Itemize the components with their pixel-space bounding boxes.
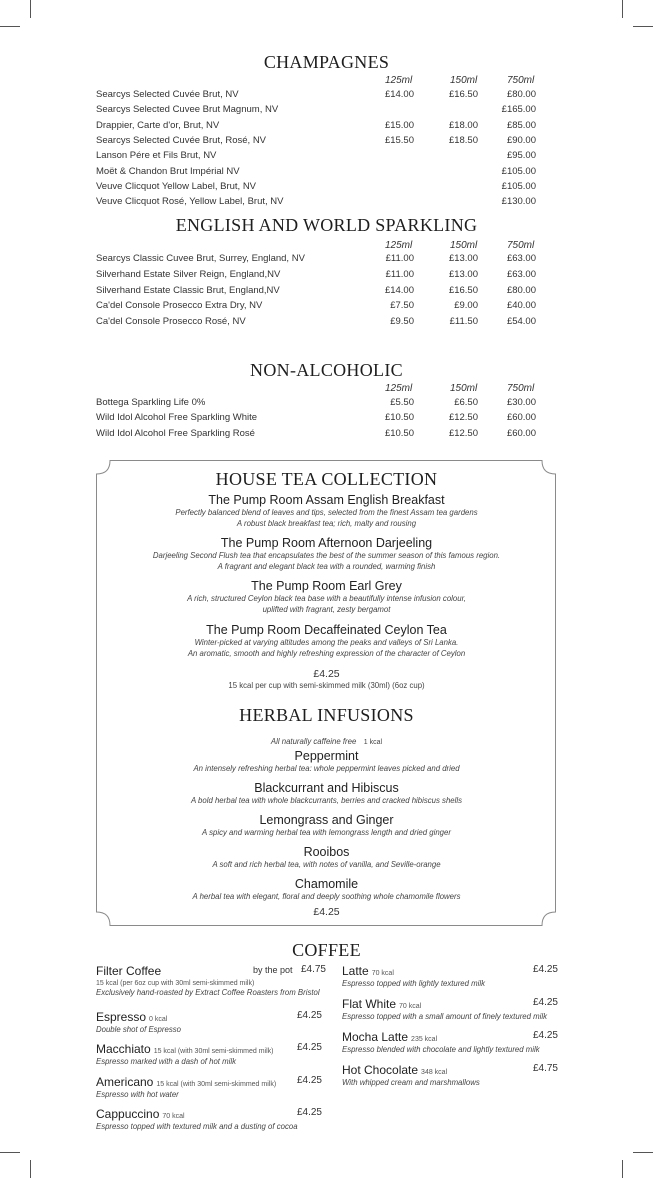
menu-row-name: Veuve Clicquot Rosé, Yellow Label, Brut, NV	[96, 196, 284, 208]
coffee-item-price: £4.25	[296, 1075, 322, 1086]
tea-item	[0, 623, 653, 659]
menu-row-price-150ml: £12.50	[448, 412, 478, 424]
coffee-pot-label: by the pot	[253, 965, 293, 975]
menu-row-price-750ml: £90.00	[506, 134, 536, 146]
menu-row-price-150ml: £9.00	[454, 300, 478, 312]
menu-row-price-125ml: £14.00	[384, 284, 414, 296]
herbal-subtitle	[0, 731, 653, 749]
menu-row-price-750ml: £105.00	[501, 180, 536, 192]
tea-price: £4.25	[313, 668, 340, 680]
menu-row-name: Silverhand Estate Silver Reign, England,NV	[96, 268, 281, 280]
menu-row-name: Lanson Pére et Fils Brut, NV	[96, 150, 217, 162]
menu-row	[96, 181, 541, 196]
menu-row-price-750ml: £95.00	[506, 150, 536, 162]
menu-row	[96, 397, 541, 412]
menu-row-name: Veuve Clicquot Yellow Label, Brut, NV	[96, 180, 257, 192]
menu-row-price-125ml: £14.00	[384, 89, 414, 100]
menu-row-price-750ml: £80.00	[506, 89, 536, 100]
menu-row-price-150ml: £16.50	[448, 284, 478, 296]
menu-row-price-125ml: £11.00	[385, 268, 414, 280]
menu-row-price-750ml: £54.00	[506, 316, 536, 328]
coffee-item-desc: Espresso marked with a dash of hot milk	[96, 1057, 236, 1066]
coffee-item	[96, 1107, 326, 1132]
menu-row-price-750ml: £165.00	[501, 104, 536, 116]
herbal-item-name: Peppermint	[294, 749, 359, 763]
coffee-item-desc: Espresso topped with a small amount of finely textured milk	[342, 1012, 547, 1021]
volume-125-header: 125ml	[385, 240, 413, 251]
herbal-item-desc: A bold herbal tea with whole blackcurrants, berries and cracked hibiscus shells	[190, 796, 462, 805]
crop-mark	[0, 26, 20, 27]
crop-mark	[0, 1152, 20, 1153]
coffee-item-desc: Double shot of Espresso	[96, 1025, 181, 1034]
menu-row	[96, 253, 541, 268]
menu-row-price-750ml: £63.00	[506, 268, 536, 280]
menu-row-price-750ml: £63.00	[506, 253, 536, 264]
menu-row-name: Searcys Classic Cuvee Brut, Surrey, England, NV	[96, 253, 305, 264]
herbal-item-name: Lemongrass and Ginger	[259, 813, 394, 827]
volume-150-header: 150ml	[450, 240, 478, 251]
menu-row-price-750ml: £40.00	[506, 300, 536, 312]
coffee-item-name: Hot Chocolate	[342, 1063, 419, 1077]
menu-row	[96, 300, 541, 315]
tea-kcal-note: 15 kcal per cup with semi-skimmed milk (30ml) (6oz cup)	[228, 681, 425, 690]
herbal-item	[0, 877, 653, 902]
coffee-item-desc: Espresso with hot water	[96, 1090, 179, 1099]
coffee-item-kcal: 70 kcal	[399, 1003, 422, 1010]
tea-item	[0, 536, 653, 572]
coffee-item-price: £4.75	[300, 964, 326, 975]
menu-row-name: Searcys Selected Cuvee Brut Magnum, NV	[96, 104, 279, 116]
tea-item-desc: Darjeeling Second Flush tea that encapsulates the best of the summer season of this famous region.	[152, 551, 501, 560]
menu-row-name: Searcys Selected Cuvée Brut, NV	[96, 89, 239, 100]
menu-row	[96, 269, 541, 284]
menu-row-price-125ml: £9.50	[390, 316, 414, 328]
menu-row-price-150ml: £18.00	[448, 119, 478, 131]
menu-row	[96, 120, 541, 135]
coffee-item-desc: Espresso topped with textured milk and a dusting of cocoa	[96, 1122, 298, 1131]
menu-row-price-125ml: £5.50	[390, 397, 414, 408]
tea-item-desc: A robust black breakfast tea; rich, malty and rousing	[236, 519, 417, 528]
crop-mark	[622, 0, 623, 18]
menu-row-name: Silverhand Estate Classic Brut, England,NV	[96, 284, 280, 296]
coffee-item-price: £4.25	[532, 1030, 558, 1041]
volume-150-header: 150ml	[450, 383, 478, 394]
coffee-item	[96, 1010, 326, 1035]
menu-row-name: Bottega Sparkling Life 0%	[96, 397, 206, 408]
menu-row-name: Wild Idol Alcohol Free Sparkling Rosé	[96, 427, 255, 439]
herbal-item-desc: A soft and rich herbal tea, with notes of vanilla, and Seville-orange	[212, 860, 441, 869]
menu-row-name: Drappier, Carte d'or, Brut, NV	[96, 119, 220, 131]
coffee-item-kcal: 70 kcal	[371, 970, 394, 977]
coffee-item-price: £4.75	[532, 1063, 558, 1074]
menu-row-price-150ml: £18.50	[448, 134, 478, 146]
tea-heading: HOUSE TEA COLLECTION	[215, 469, 438, 489]
crop-mark	[633, 1152, 653, 1153]
coffee-item-name: Americano	[96, 1075, 154, 1089]
tea-item	[0, 493, 653, 529]
menu-row-price-125ml: £15.50	[384, 134, 414, 146]
coffee-item-name: Macchiato	[96, 1042, 151, 1056]
coffee-item-kcal: 15 kcal (with 30ml semi-skimmed milk)	[153, 1048, 274, 1055]
coffee-item-name: Latte	[342, 964, 369, 978]
coffee-item-price: £4.25	[296, 1107, 322, 1118]
herbal-item-desc: A herbal tea with elegant, floral and deeply soothing whole chamomile flowers	[192, 892, 461, 901]
champagnes-heading: CHAMPAGNES	[263, 52, 390, 72]
volume-150-header: 150ml	[450, 75, 478, 86]
herbal-subtitle-kcal: 1 kcal	[363, 739, 383, 746]
menu-row	[96, 316, 541, 331]
coffee-item-name: Cappuccino	[96, 1107, 160, 1121]
menu-row	[96, 135, 541, 150]
coffee-item-name: Flat White	[342, 997, 397, 1011]
menu-row-price-150ml: £6.50	[454, 397, 478, 408]
herbal-item	[0, 845, 653, 870]
menu-row-price-150ml: £11.50	[449, 316, 478, 328]
coffee-item-desc: Exclusively hand-roasted by Extract Coffee Roasters from Bristol	[96, 988, 320, 997]
menu-row-price-750ml: £60.00	[506, 412, 536, 424]
coffee-item-desc: With whipped cream and marshmallows	[342, 1078, 480, 1087]
coffee-item	[342, 997, 558, 1022]
menu-row-name: Wild Idol Alcohol Free Sparkling White	[96, 412, 258, 424]
herbal-item-name: Chamomile	[294, 877, 359, 891]
coffee-item-desc: Espresso topped with lightly textured milk	[342, 979, 486, 988]
coffee-item-kcal: 15 kcal (with 30ml semi-skimmed milk)	[156, 1081, 277, 1088]
volume-750-header: 750ml	[507, 75, 535, 86]
menu-row-price-125ml: £11.00	[385, 253, 414, 264]
menu-row-price-750ml: £130.00	[501, 196, 536, 208]
menu-row	[96, 104, 541, 119]
menu-row-price-750ml: £80.00	[506, 284, 536, 296]
menu-row	[96, 166, 541, 181]
herbal-item-desc: An intensely refreshing herbal tea: whole peppermint leaves picked and dried	[193, 764, 460, 773]
tea-item-desc: Perfectly balanced blend of leaves and tips, selected from the finest Assam tea gardens	[175, 508, 478, 517]
menu-row-price-150ml: £16.50	[448, 89, 478, 100]
herbal-item	[0, 749, 653, 774]
herbal-item	[0, 781, 653, 806]
crop-mark	[622, 1160, 623, 1178]
tea-item-name: The Pump Room Earl Grey	[251, 579, 402, 593]
crop-mark	[633, 26, 653, 27]
crop-mark	[30, 0, 31, 18]
menu-row	[96, 428, 541, 443]
menu-row	[96, 196, 541, 211]
menu-row-price-150ml: £13.00	[448, 253, 478, 264]
tea-item-desc: An aromatic, smooth and highly refreshing expression of the character of Ceylon	[187, 649, 466, 658]
coffee-item-kcal: 0 kcal	[149, 1016, 168, 1023]
coffee-item-kcal: 235 kcal	[411, 1036, 438, 1043]
coffee-item	[342, 964, 558, 989]
coffee-item-price: £4.25	[532, 997, 558, 1008]
menu-row	[96, 150, 541, 165]
tea-item-desc: Winter-picked at varying altitudes among the peaks and valleys of Sri Lanka.	[194, 638, 459, 647]
tea-item-desc: A rich, structured Ceylon black tea base with a beautifully intense infusion colour,	[187, 594, 466, 603]
menu-row-price-750ml: £60.00	[506, 427, 536, 439]
coffee-item-desc: Espresso blended with chocolate and lightly textured milk	[342, 1045, 540, 1054]
tea-item-desc: uplifted with fragrant, zesty bergamot	[262, 605, 391, 614]
coffee-item-name: Mocha Latte	[342, 1030, 409, 1044]
menu-row	[96, 285, 541, 300]
coffee-item-kcal: 348 kcal	[421, 1069, 448, 1076]
herbal-item	[0, 813, 653, 838]
herbal-item-name: Blackcurrant and Hibiscus	[254, 781, 399, 795]
menu-row	[96, 412, 541, 427]
nonalcoholic-heading: NON-ALCOHOLIC	[250, 360, 403, 380]
coffee-item	[96, 1075, 326, 1100]
volume-750-header: 750ml	[507, 240, 535, 251]
coffee-item-price: £4.25	[296, 1042, 322, 1053]
volume-125-header: 125ml	[385, 75, 413, 86]
sparkling-heading: ENGLISH AND WORLD SPARKLING	[175, 215, 478, 235]
coffee-item-filter	[96, 964, 326, 998]
tea-item-name: The Pump Room Decaffeinated Ceylon Tea	[206, 623, 447, 637]
herbal-heading: HERBAL INFUSIONS	[239, 705, 414, 725]
menu-row-price-125ml: £15.00	[384, 119, 414, 131]
coffee-item-name: Filter Coffee	[96, 964, 162, 978]
coffee-item-price: £4.25	[532, 964, 558, 975]
coffee-heading: COFFEE	[292, 940, 361, 960]
tea-item	[0, 579, 653, 615]
menu-row-price-750ml: £105.00	[501, 165, 536, 177]
crop-mark	[30, 1160, 31, 1178]
coffee-item-price: £4.25	[296, 1010, 322, 1021]
coffee-item	[96, 1042, 326, 1067]
herbal-item-desc: A spicy and warming herbal tea with lemongrass length and dried ginger	[202, 828, 451, 837]
coffee-item	[342, 1063, 558, 1088]
menu-row	[96, 89, 541, 104]
menu-row-name: Ca'del Console Prosecco Extra Dry, NV	[96, 300, 263, 312]
herbal-subtitle-text: All naturally caffeine free	[270, 737, 357, 746]
herbal-item-name: Rooibos	[303, 845, 350, 859]
menu-row-name: Ca'del Console Prosecco Rosé, NV	[96, 316, 246, 328]
volume-125-header: 125ml	[385, 383, 413, 394]
volume-750-header: 750ml	[507, 383, 535, 394]
tea-item-name: The Pump Room Assam English Breakfast	[208, 493, 445, 507]
menu-row-name: Moët & Chandon Brut Impérial NV	[96, 165, 240, 177]
coffee-item-name: Espresso	[96, 1010, 147, 1024]
tea-item-name: The Pump Room Afternoon Darjeeling	[220, 536, 433, 550]
menu-row-price-125ml: £10.50	[384, 412, 414, 424]
menu-row-name: Searcys Selected Cuvée Brut, Rosé, NV	[96, 134, 267, 146]
menu-row-price-150ml: £13.00	[448, 268, 478, 280]
menu-row-price-750ml: £30.00	[506, 397, 536, 408]
menu-row-price-750ml: £85.00	[506, 119, 536, 131]
herbal-price: £4.25	[313, 906, 340, 918]
menu-row-price-150ml: £12.50	[448, 427, 478, 439]
coffee-item	[342, 1030, 558, 1055]
menu-row-price-125ml: £7.50	[390, 300, 414, 312]
coffee-item-kcal: 70 kcal	[162, 1113, 185, 1120]
menu-row-price-125ml: £10.50	[384, 427, 414, 439]
coffee-item-kcal: 15 kcal (per 6oz cup with 30ml semi-skimmed milk)	[96, 980, 255, 987]
tea-item-desc: A fragrant and elegant black tea with a rounded, warming finish	[217, 562, 436, 571]
